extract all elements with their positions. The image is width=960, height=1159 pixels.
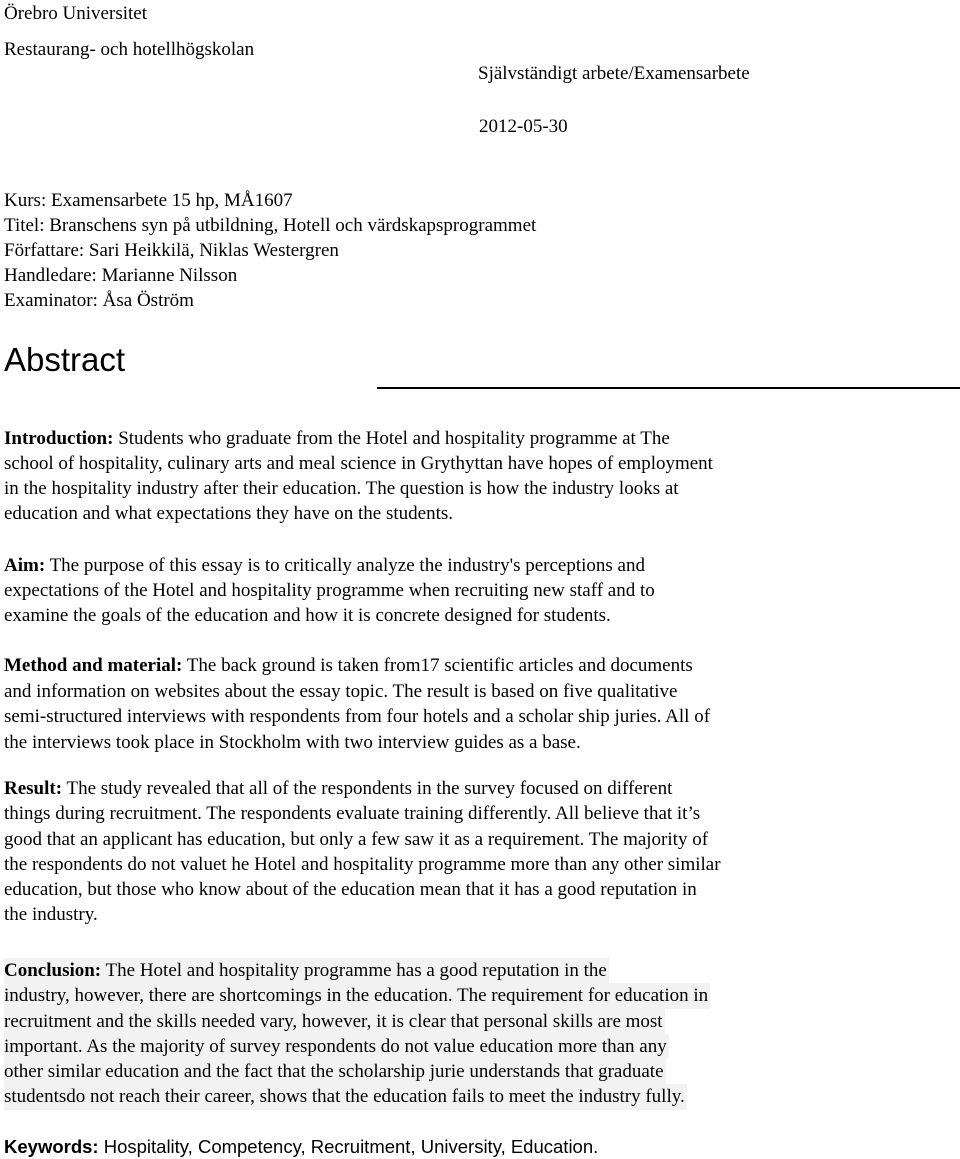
paragraph-line: things during recruitment. The respondents evaluate training differently. All believe that it’s	[4, 803, 701, 825]
title-line: Titel: Branschens syn på utbildning, Hotell och värdskapsprogrammet	[4, 215, 537, 236]
paragraph-line: The back ground is taken from17 scientific articles and documents	[182, 655, 693, 676]
conclusion-label: Conclusion:	[4, 960, 102, 981]
paragraph-line: The purpose of this essay is to critically analyze the industry's perceptions and	[45, 555, 645, 576]
method-paragraph	[4, 653, 954, 755]
paragraph-line: the interviews took place in Stockholm with two interview guides as a base.	[4, 731, 581, 753]
abstract-heading: Abstract	[4, 341, 126, 378]
conclusion-paragraph	[4, 958, 954, 1110]
paragraph-line: school of hospitality, culinary arts and meal science in Grythyttan have hopes of employment	[4, 453, 713, 474]
supervisor-line: Handledare: Marianne Nilsson	[4, 265, 238, 286]
school-name: Restaurang- och hotellhögskolan	[4, 39, 255, 60]
paragraph-line: Students who graduate from the Hotel and hospitality programme at The	[113, 428, 670, 449]
paragraph-line: important. As the majority of survey respondents do not value education more than any	[4, 1034, 669, 1059]
document-date: 2012-05-30	[479, 116, 568, 137]
thesis-metadata	[4, 188, 536, 313]
paragraph-line: The Hotel and hospitality programme has a good reputation in the	[101, 960, 607, 981]
course-line: Kurs: Examensarbete 15 hp, MÅ1607	[4, 190, 293, 211]
keywords-label: Keywords:	[4, 1136, 99, 1157]
paragraph-line: other similar education and the fact that the scholarship jurie understands that graduate	[4, 1059, 666, 1084]
paragraph-line: The study revealed that all of the respondents in the survey focused on different	[62, 778, 673, 799]
paragraph-line: in the hospitality industry after their education. The question is how the industry looks at	[4, 478, 679, 499]
paragraph-line: industry, however, there are shortcomings in the education. The requirement for education in	[4, 983, 710, 1008]
paragraph-line: recruitment and the skills needed vary, however, it is clear that personal skills are most	[4, 1009, 665, 1034]
paragraph-line: and information on websites about the essay topic. The result is based on five qualitative	[4, 680, 678, 702]
abstract-divider	[377, 387, 960, 389]
paragraph-line: education and what expectations they have on the students.	[4, 503, 454, 524]
keywords-line	[4, 1134, 598, 1159]
result-paragraph	[4, 776, 954, 928]
thesis-type: Självständigt arbete/Examensarbete	[478, 63, 750, 84]
authors-line: Författare: Sari Heikkilä, Niklas Westergren	[4, 240, 339, 261]
introduction-label: Introduction:	[4, 428, 114, 449]
university-name: Örebro Universitet	[4, 3, 147, 24]
paragraph-line: the respondents do not valuet he Hotel and hospitality programme more than any other similar	[4, 853, 721, 875]
examiner-line: Examinator: Åsa Öström	[4, 290, 194, 311]
introduction-paragraph	[4, 426, 954, 526]
paragraph-line: studentsdo not reach their career, shows that the education fails to meet the industry fully.	[4, 1084, 687, 1109]
paragraph-line: expectations of the Hotel and hospitality programme when recruiting new staff and to	[4, 580, 655, 601]
keywords-text: Hospitality, Competency, Recruitment, University, Education.	[98, 1136, 599, 1157]
paragraph-line: examine the goals of the education and how it is concrete designed for students.	[4, 605, 611, 626]
aim-label: Aim:	[4, 555, 46, 576]
paragraph-line: the industry.	[4, 904, 98, 926]
paragraph-line: semi-structured interviews with respondents from four hotels and a scholar ship juries. All of	[4, 706, 711, 727]
paragraph-line: education, but those who know about of the education mean that it has a good reputation in	[4, 879, 697, 901]
aim-paragraph	[4, 553, 954, 628]
paragraph-line: good that an applicant has education, but only a few saw it as a requirement. The majority of	[4, 828, 709, 850]
method-label: Method and material:	[4, 655, 183, 676]
result-label: Result:	[4, 778, 63, 799]
